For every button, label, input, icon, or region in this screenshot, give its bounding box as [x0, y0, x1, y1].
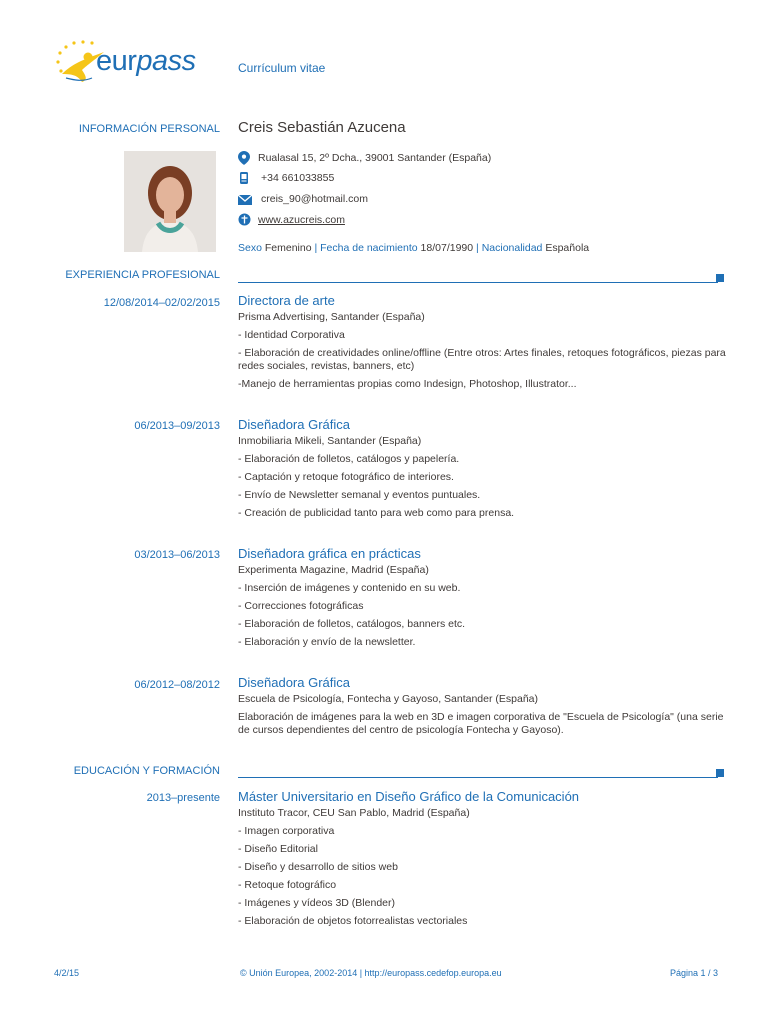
section-divider-square — [716, 274, 724, 282]
job-title: Directora de arte — [238, 293, 335, 308]
education-dates: 2013–presente — [146, 792, 220, 804]
phone-text[interactable]: +34 661033855 — [261, 172, 335, 184]
website-link[interactable]: www.azucreis.com — [258, 214, 345, 226]
job-dates: 03/2013–06/2013 — [134, 549, 220, 561]
address-text: Rualasal 15, 2º Dcha., 39001 Santander (España) — [258, 152, 492, 164]
job-item: - Identidad Corporativa — [238, 329, 345, 341]
separator: | — [476, 242, 479, 254]
job-entry — [238, 546, 733, 649]
job-item: - Creación de publicidad tanto para web como para prensa. — [238, 507, 515, 519]
job-dates: 06/2013–09/2013 — [134, 420, 220, 432]
job-dates: 06/2012–08/2012 — [134, 679, 220, 691]
education-item: - Imagen corporativa — [238, 825, 335, 837]
job-item: - Elaboración de creatividades online/offline (Entre otros: Artes finales, retoques fotográficos, piezas para redes sociales, revistas, banners, etc) — [238, 347, 726, 372]
job-entry — [238, 293, 733, 391]
job-item: - Correcciones fotográficas — [238, 600, 364, 612]
job-title: Diseñadora Gráfica — [238, 417, 350, 432]
person-photo-icon — [124, 151, 216, 252]
logo-text-pass: pass — [136, 45, 196, 77]
footer-page-number: Página 1 / 3 — [670, 968, 719, 978]
section-divider-square — [716, 769, 724, 777]
section-divider — [238, 777, 718, 778]
location-pin-icon — [238, 151, 250, 165]
separator: | — [314, 242, 318, 254]
email-text[interactable]: creis_90@hotmail.com — [261, 193, 368, 205]
job-item: - Inserción de imágenes y contenido en su web. — [238, 582, 461, 594]
job-item: - Captación y retoque fotográfico de interiores. — [238, 471, 454, 483]
europass-logo — [52, 38, 222, 88]
education-item: - Diseño y desarrollo de sitios web — [238, 861, 398, 873]
email-envelope-icon — [238, 194, 252, 206]
education-title: Máster Universitario en Diseño Gráfico de la Comunicación — [238, 789, 580, 804]
job-item: -Manejo de herramientas propias como Indesign, Photoshop, Illustrator... — [238, 378, 577, 390]
nationality-value: Española — [545, 242, 590, 254]
job-title: Diseñadora Gráfica — [238, 675, 350, 690]
job-title: Diseñadora gráfica en prácticas — [238, 546, 421, 561]
job-item: - Envío de Newsletter semanal y eventos puntuales. — [238, 489, 481, 501]
personal-info-label: INFORMACIÓN PERSONAL — [78, 123, 220, 135]
sex-value: Femenino — [264, 242, 312, 254]
section-divider — [238, 282, 718, 283]
job-company: Prisma Advertising, Santander (España) — [238, 311, 425, 323]
job-company: Experimenta Magazine, Madrid (España) — [238, 564, 429, 576]
experience-section-label: EXPERIENCIA PROFESIONAL — [65, 269, 220, 281]
job-item: Elaboración de imágenes para la web en 3D e imagen corporativa de "Escuela de Psicología" (una serie de cursos dependientes del centro de psicología Fontecha y Gayoso). — [238, 711, 724, 736]
logo-text-eur: eur — [96, 45, 137, 77]
education-entry — [238, 789, 733, 928]
education-section-label: EDUCACIÓN Y FORMACIÓN — [73, 765, 220, 777]
education-item: - Elaboración de objetos fotorrealistas vectoriales — [238, 915, 468, 927]
footer-date: 4/2/15 — [54, 968, 80, 978]
job-entry — [238, 417, 733, 520]
job-item: - Elaboración de folletos, catálogos, banners etc. — [238, 618, 466, 630]
job-company: Inmobiliaria Mikeli, Santander (España) — [238, 435, 422, 447]
birth-value: 18/07/1990 — [420, 242, 474, 254]
phone-icon — [238, 171, 250, 185]
profile-photo — [124, 151, 216, 252]
nationality-label: Nacionalidad — [481, 242, 543, 254]
birth-label: Fecha de nacimiento — [320, 242, 418, 254]
job-company: Escuela de Psicología, Fontecha y Gayoso, Santander (España) — [238, 693, 539, 705]
education-item: - Retoque fotográfico — [238, 879, 337, 891]
globe-link-icon — [238, 213, 251, 226]
education-item: - Diseño Editorial — [238, 843, 318, 855]
job-item: - Elaboración de folletos, catálogos y papelería. — [238, 453, 460, 465]
job-entry — [238, 675, 733, 737]
personal-details-line — [238, 242, 589, 254]
education-item: - Imágenes y vídeos 3D (Blender) — [238, 897, 395, 909]
person-name: Creis Sebastián Azucena — [238, 119, 406, 136]
document-subtitle: Currículum vitae — [238, 61, 326, 75]
footer-copyright: © Unión Europea, 2002-2014 | http://europass.cedefop.europa.eu — [240, 968, 502, 978]
sex-label: Sexo — [238, 242, 262, 254]
job-dates: 12/08/2014–02/02/2015 — [103, 297, 220, 309]
job-item: - Elaboración y envío de la newsletter. — [238, 636, 416, 648]
education-institution: Instituto Tracor, CEU San Pablo, Madrid (España) — [238, 807, 470, 819]
